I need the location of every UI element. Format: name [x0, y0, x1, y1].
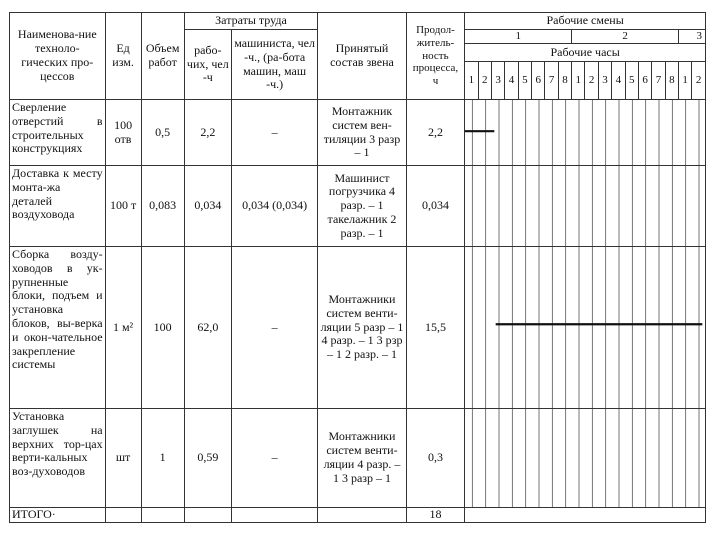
hour-cell: 3	[598, 62, 611, 100]
shift-number-3: 3	[679, 30, 706, 44]
crew-cell: Монтажник систем вен-тиляции 3 разр – 1	[318, 100, 406, 166]
machinists-cell: –	[231, 100, 317, 166]
duration-cell: 2,2	[406, 100, 465, 166]
unit-cell: шт	[105, 409, 141, 508]
hour-cell: 5	[518, 62, 531, 100]
crew-cell: Машинист погрузчика 4 разр. – 1 такелажник 2 разр. – 1	[318, 166, 406, 247]
volume-cell: 0,083	[141, 166, 184, 247]
hour-cell: 1	[572, 62, 585, 100]
shift-number-1: 1	[465, 30, 572, 44]
volume-cell: 100	[141, 247, 184, 409]
workers-cell: 62,0	[184, 247, 231, 409]
hour-cell: 2	[585, 62, 598, 100]
header-duration: Продол-житель-ность процесса, ч	[406, 13, 465, 100]
hour-cell: 1	[465, 62, 478, 100]
table-row	[10, 409, 706, 508]
unit-cell: 100 т	[105, 166, 141, 247]
process-cell: Сверление отверстий в строительных конструкциях	[10, 100, 106, 166]
crew-cell: Монтажники систем венти-ляции 4 разр. – 1 3 разр – 1	[318, 409, 406, 508]
unit-cell: 100 отв	[105, 100, 141, 166]
header-unit: Ед изм.	[105, 13, 141, 100]
total-label: ИТОГО·	[10, 508, 106, 523]
gantt-grid	[465, 100, 705, 165]
gantt-grid	[465, 166, 705, 246]
gantt-cell	[465, 409, 706, 508]
workers-cell: 2,2	[184, 100, 231, 166]
hour-cell: 8	[665, 62, 678, 100]
crew-cell: Монтажники систем венти-ляции 5 разр – 1 4 разр. – 1 3 рзр – 1 2 разр. – 1	[318, 247, 406, 409]
gantt-cell	[465, 100, 706, 166]
duration-cell: 0,3	[406, 409, 465, 508]
header-labor-workers: рабо-чих, чел -ч	[184, 30, 231, 100]
hour-cell: 7	[545, 62, 558, 100]
gantt-cell	[465, 166, 706, 247]
gantt-grid	[465, 409, 705, 507]
hour-cell: 6	[638, 62, 651, 100]
hour-cell: 2	[478, 62, 491, 100]
header-labor-group: Затраты труда	[184, 13, 318, 30]
hour-cell: 4	[612, 62, 625, 100]
total-row	[10, 508, 706, 523]
total-duration: 18	[406, 508, 465, 523]
duration-cell: 0,034	[406, 166, 465, 247]
process-cell: Установка заглушек на верхних тор-цах верти-кальных воз-духоводов	[10, 409, 106, 508]
unit-cell: 1 м²	[105, 247, 141, 409]
machinists-cell: –	[231, 247, 317, 409]
header-hours-label: Рабочие часы	[465, 44, 706, 62]
volume-cell: 0,5	[141, 100, 184, 166]
hour-cell: 5	[625, 62, 638, 100]
gantt-grid	[465, 247, 705, 408]
shift-number-2: 2	[572, 30, 679, 44]
process-cell: Доставка к месту монта-жа деталей воздуховода	[10, 166, 106, 247]
process-cell: Сборка возду-ховодов в ук-рупненные блоки, подъем и установка блоков, вы-верка и окон-чательное закрепление системы	[10, 247, 106, 409]
header-crew: Принятый состав звена	[318, 13, 406, 100]
machinists-cell: 0,034 (0,034)	[231, 166, 317, 247]
hour-cell: 7	[652, 62, 665, 100]
table-row	[10, 166, 706, 247]
header-shifts: Рабочие смены	[465, 13, 706, 30]
hour-cell: 6	[532, 62, 545, 100]
hour-cell: 8	[558, 62, 571, 100]
volume-cell: 1	[141, 409, 184, 508]
gantt-cell	[465, 247, 706, 409]
total-gantt-cell	[465, 508, 706, 523]
header-volume: Объем работ	[141, 13, 184, 100]
hour-cell: 1	[679, 62, 692, 100]
duration-cell: 15,5	[406, 247, 465, 409]
machinists-cell: –	[231, 409, 317, 508]
hour-cell: 2	[692, 62, 706, 100]
header-row	[10, 13, 706, 30]
hour-cell: 3	[491, 62, 504, 100]
workers-cell: 0,034	[184, 166, 231, 247]
hour-cell: 4	[505, 62, 518, 100]
header-process: Наименова-ние техноло-гических про-цессов	[10, 13, 106, 100]
header-labor-machinists: машиниста, чел -ч., (ра-бота машин, маш -ч.)	[231, 30, 317, 100]
table-row	[10, 100, 706, 166]
table-row	[10, 247, 706, 409]
work-schedule-table	[9, 12, 706, 523]
workers-cell: 0,59	[184, 409, 231, 508]
